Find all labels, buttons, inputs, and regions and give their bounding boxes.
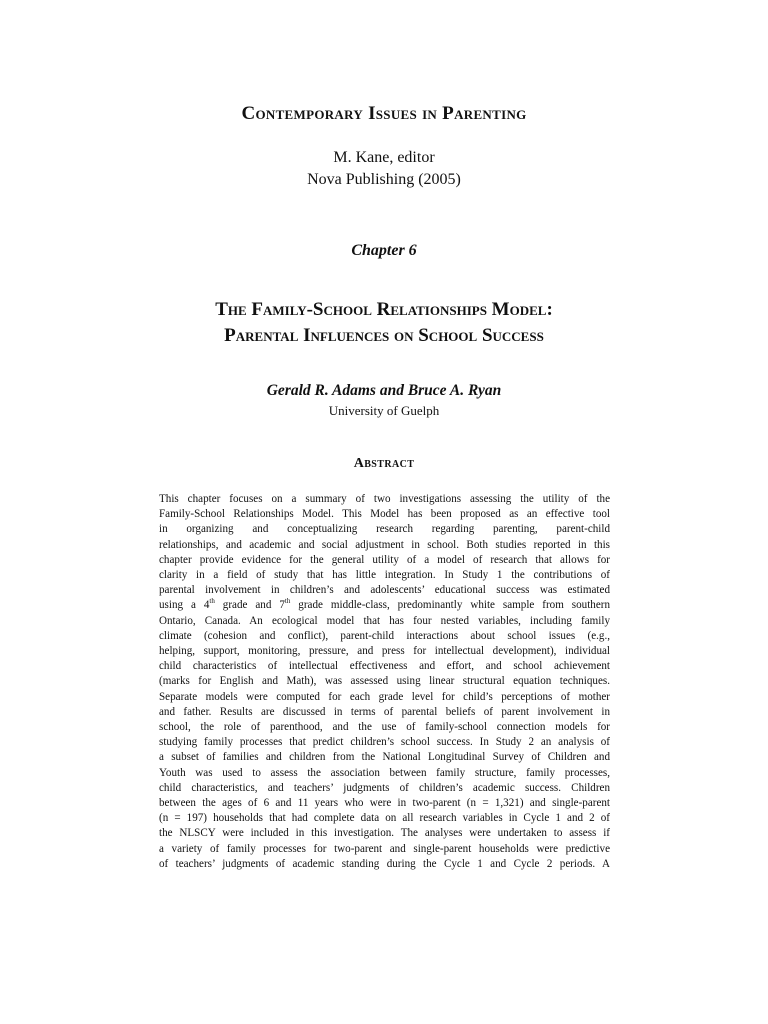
abstract-line: studying family processes that predict children’s school success. In Study 2 an analysis of	[159, 736, 610, 749]
abstract-body	[159, 492, 610, 872]
abstract-line: of teachers’ judgments of academic standing during the Cycle 1 and Cycle 2 periods. A	[159, 857, 610, 870]
abstract-line: clarity in a field of study that has little integration. In Study 1 the contributions of	[159, 569, 610, 582]
abstract-line: This chapter focuses on a summary of two investigations assessing the utility of the	[159, 493, 610, 505]
abstract-line: relationships, and academic and social adjustment in school. Both studies reported in this	[159, 538, 610, 551]
superscript-ordinal: th	[284, 596, 291, 605]
abstract-line-segment: grade and 7	[214, 599, 285, 612]
abstract-line: chapter provide evidence for the general utility of a model of research that allows for	[159, 553, 610, 566]
abstract-line-segment: grade middle-class, predominantly white sample from southern	[290, 599, 610, 612]
abstract-line: and father. Results are discussed in terms of parental beliefs of parent involvement in	[159, 705, 610, 718]
abstract-line: child characteristics, and teachers’ judgments of children’s academic success. Children	[159, 781, 610, 794]
abstract-line: (marks for English and Math), was assessed using linear structural equation techniques.	[159, 675, 610, 688]
abstract-line: helping, support, monitoring, pressure, and press for intellectual development), individual	[159, 645, 610, 658]
author-affiliation: University of Guelph	[328, 403, 440, 418]
abstract-line: parental involvement in children’s and adolescents’ educational success was estimated	[159, 584, 610, 597]
abstract-line: (n = 197) households that had complete data on all research variables in Cycle 1 and 2 of	[159, 812, 610, 825]
chapter-authors: Gerald R. Adams and Bruce A. Ryan	[266, 382, 502, 399]
book-editor: M. Kane, editor	[333, 149, 435, 166]
abstract-line	[159, 598, 610, 613]
abstract-line: Youth was used to assess the association between family structure, family processes,	[159, 766, 610, 779]
chapter-title-line-1: The Family-School Relationships Model:	[215, 299, 553, 320]
abstract-line-segment: using a 4	[159, 599, 210, 612]
book-title: Contemporary Issues in Parenting	[241, 103, 527, 124]
abstract-line: Separate models were computed for each grade level for child’s perceptions of mother	[159, 690, 610, 703]
abstract-line: between the ages of 6 and 11 years who were in two-parent (n = 1,321) and single-parent	[159, 797, 610, 810]
abstract-line: the NLSCY were included in this investigation. The analyses were undertaken to assess if	[159, 827, 610, 840]
abstract-line: a subset of families and children from the National Longitudinal Survey of Children and	[159, 751, 610, 764]
abstract-line: climate (cohesion and conflict), parent-child interactions about school issues (e.g.,	[159, 629, 610, 642]
abstract-line: in organizing and conceptualizing research regarding parenting, parent-child	[159, 523, 610, 536]
chapter-label: Chapter 6	[351, 242, 417, 259]
abstract-line: Ontario, Canada. An ecological model that has four nested variables, including family	[159, 614, 610, 627]
chapter-title	[0, 297, 768, 349]
abstract-heading: Abstract	[353, 456, 415, 471]
chapter-title-line-2: Parental Influences on School Success	[224, 325, 544, 346]
abstract-line: a variety of family processes for two-parent and single-parent households were predictive	[159, 842, 610, 855]
superscript-ordinal: th	[209, 596, 215, 605]
abstract-line: child characteristics of intellectual effectiveness and effort, and school achievement	[159, 660, 610, 673]
abstract-line: school, the role of parenthood, and the use of family-school connection models for	[159, 721, 610, 734]
abstract-line: Family-School Relationships Model. This Model has been proposed as an effective tool	[159, 508, 610, 521]
book-publisher: Nova Publishing (2005)	[307, 171, 461, 188]
